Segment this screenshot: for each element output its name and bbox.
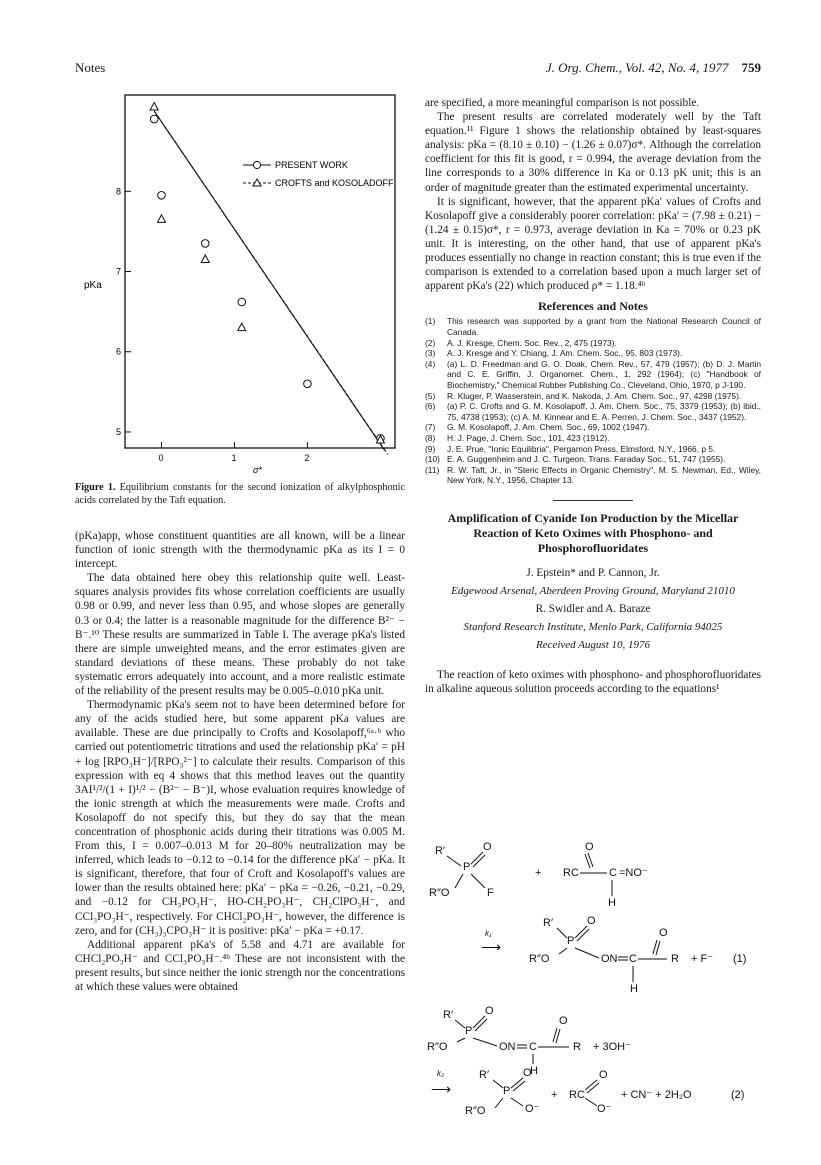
affiliation-2: Stanford Research Institute, Menlo Park, California 94025: [463, 621, 723, 634]
data-point-circle: [158, 191, 166, 199]
authors-line-1: J. Epstein* and P. Cannon, Jr.: [526, 566, 660, 579]
references-list: [425, 316, 761, 486]
eq-oxygen: O: [559, 1015, 568, 1027]
y-tick-label: 7: [116, 266, 122, 277]
eq-rc: RC: [569, 1089, 585, 1101]
reference-item: [425, 433, 761, 444]
figure-1-chart: [75, 93, 405, 478]
reference-number: (10): [425, 454, 440, 465]
eq-oxygen: O: [659, 927, 668, 939]
eq-on: ON: [499, 1041, 516, 1053]
running-head-section: Notes: [75, 60, 106, 75]
eq-plus: +: [551, 1089, 558, 1101]
x-axis-label: σ*: [253, 465, 262, 475]
eq-number-2: (2): [731, 1089, 745, 1101]
eq-o-minus: O⁻: [597, 1103, 612, 1115]
right-column: [425, 96, 761, 697]
affiliation-1: Edgewood Arsenal, Aberdeen Proving Ground, Maryland 21010: [451, 585, 735, 597]
reference-text: H. J. Page, J. Chem. Soc., 101, 423 (1912).: [447, 432, 610, 443]
eq-r-prime: R′: [479, 1069, 490, 1081]
figure-caption-text: Equilibrium constants for the second ionization of alkylphosphonic acids correlated by the Taft equation.: [75, 482, 405, 506]
eq-r-prime: R′: [543, 917, 554, 929]
paragraph: (pKa)app, whose constituent quantities are all known, will be a linear function of ionic strength with the thermodynamic pKa as its I = 0 intercept.: [75, 530, 405, 571]
reference-text: R. Kluger, P. Wasserstein, and K. Nakoda, J. Am. Chem. Soc., 97, 4298 (1975).: [447, 390, 742, 401]
plot-frame: [125, 95, 395, 448]
reference-number: (7): [425, 422, 436, 433]
data-point-circle: [201, 240, 209, 248]
legend-label-present: PRESENT WORK: [275, 160, 348, 170]
data-point-circle: [150, 115, 158, 123]
legend-label-crofts: CROFTS and KOSOLADOFF: [275, 178, 394, 188]
reference-text: E. A. Guggenheim and J. C. Turgeon, Trans. Faraday Soc., 51, 747 (1955).: [447, 454, 726, 465]
eq-carbon: C: [529, 1041, 537, 1053]
eq-nitroso: =NO⁻: [619, 867, 648, 879]
fit-lines-group: [154, 111, 388, 454]
data-point-triangle: [157, 215, 165, 223]
eq-r: R: [573, 1041, 581, 1053]
eq-r-double-prime-o: R″O: [429, 887, 450, 899]
eq-plus-cyanide: + CN⁻ + 2H₂O: [621, 1089, 692, 1101]
data-point-circle: [304, 380, 312, 388]
paragraph: are specified, a more meaningful comparison is not possible.: [425, 97, 700, 109]
eq-phosphorus: P: [465, 1025, 473, 1037]
section-divider: [553, 500, 633, 501]
y-axis-label: pKa: [84, 280, 102, 291]
reference-number: (1): [425, 316, 436, 327]
axes-group: [116, 186, 309, 463]
reference-text: A. J. Kresge and Y. Chiang, J. Am. Chem. Soc., 95, 803 (1973).: [447, 348, 683, 359]
eq-hydrogen: H: [530, 1065, 538, 1077]
reference-number: (3): [425, 348, 436, 359]
x-tick-label: 1: [231, 453, 237, 463]
paragraph: The present results are correlated moderately well by the Taft equation.¹¹ Figure 1 shows the relationship obtained by least-squares analysis: pKa = (8.10 ± 0.10) − (1.26 ± 0.07)σ*. Although the correlation coefficient for this fit is good, r = 0.994, the average deviation from the line corresponds to a 30% difference in Ka or 0.13 pK unit; this is an order of magnitude greater than the estimated experimental uncertainty.: [425, 111, 761, 194]
eq-phosphorus: P: [567, 935, 575, 947]
running-head-journal: [546, 60, 761, 76]
eq-k1: k₁: [485, 929, 492, 938]
y-tick-label: 5: [116, 426, 122, 437]
eq-oxygen: O: [483, 841, 492, 853]
data-point-triangle: [238, 323, 246, 331]
reference-number: (5): [425, 390, 436, 401]
eq-r-double-prime-o: R″O: [465, 1105, 486, 1117]
eq-carbon: C: [609, 867, 617, 879]
paragraph: The reaction of keto oximes with phosphono- and phosphorofluoridates in alkaline aqueous solution proceeds according to the equations¹: [425, 669, 761, 696]
legend: [243, 160, 394, 188]
eq-r-double-prime-o: R″O: [529, 953, 550, 965]
eq-o-minus: O⁻: [525, 1103, 540, 1115]
reference-number: (4): [425, 358, 436, 369]
eq-on: ON: [601, 953, 618, 965]
reference-text: J. E. Prue, "Ionic Equilibria", Pergamon Press, Elmsford, N.Y., 1966, p 5.: [447, 443, 716, 454]
reaction-equation-2-products: [425, 1068, 770, 1138]
eq-hydrogen: H: [608, 897, 616, 909]
reference-item: [425, 465, 761, 486]
eq-oxygen: O: [599, 1069, 608, 1081]
eq-plus: +: [535, 867, 542, 879]
eq-arrow-1: ⟶: [481, 939, 502, 955]
eq-number-1: (1): [733, 953, 747, 965]
eq-r-double-prime-o: R″O: [427, 1041, 448, 1053]
paragraph: Additional apparent pKa's of 5.58 and 4.71 are available for CHCl₂PO₃H⁻ and CCl₃PO₃H⁻.⁴ᵇ These are not inconsistent with the present results, but since neither the ionic strength nor the concentrations at which these values were obtained: [75, 938, 405, 993]
reference-number: (9): [425, 443, 436, 454]
reference-text: (a) P. C. Crofts and G. M. Kosolapoff, J. Am. Chem. Soc., 75, 3379 (1953); (b) ibid., 75, 4738 (1953); (c) A. M. Kinnear and E. A. Perren, J. Chem. Soc., 3437 (1952).: [447, 401, 761, 422]
paragraph: Thermodynamic pKa's seem not to have been determined before for any of the acids studied here, but some apparent pKa values are available. These are due principally to Crofts and Kosolapoff,⁶ᵃ·ᵇ who carried out potentiometric titrations and used the relationship pKa′ = pH + log [RPO₃H⁻]/[RPO₃²⁻] to calculate their results. Comparison of this expression with eq 4 shows that this method leaves out the quantity 3AI¹/²/(1 + I)¹/² − (B²⁻ − B⁻)I, whose evaluation requires knowledge of the ionic strength at which the measurements were made. Crofts and Kosolapoff do not specify this, but they do say that the mean concentration of phosphonic acids during their titrations was 0.005 M. From this, I = 0.007–0.013 M for 20–80% neutralization may be inferred, which leads to −0.12 to −0.14 for the difference pKa′ − pKa. It is significant, therefore, that four of Croft and Kosolapoff's values are lower than the results obtained here: pKa′ − pKa = −0.26, −0.21, −0.29, and −0.12 for CH₃PO₃H⁻, HO-CH₂PO₃H⁻, CH₂ClPO₃H⁻, and CCl₃PO₃H⁻, respectively. For CHCl₂PO₃H⁻, however, the difference is zero, and for (CH₃)₃CPO₃H⁻ it is positive: pKa′ − pKa = +0.17.: [75, 699, 405, 937]
eq-r-prime: R′: [435, 845, 446, 857]
y-tick-label: 6: [116, 346, 122, 357]
references-heading: References and Notes: [538, 299, 648, 314]
eq-r-prime: R′: [443, 1009, 454, 1021]
figure-caption: [75, 481, 405, 507]
page-number: 759: [741, 60, 761, 75]
eq-phosphorus: P: [463, 861, 471, 873]
eq-r: R: [671, 953, 679, 965]
reference-number: (6): [425, 401, 436, 412]
journal-citation: J. Org. Chem., Vol. 42, No. 4, 1977: [545, 60, 729, 75]
reference-item: [425, 454, 761, 465]
eq-rc: RC: [563, 867, 579, 879]
reference-number: (2): [425, 337, 436, 348]
figure-caption-label: Figure 1.: [75, 482, 116, 493]
y-tick-label: 8: [116, 186, 122, 197]
reference-text: R. W. Taft, Jr., in "Steric Effects in Organic Chemistry", M. S. Newman, Ed., Wiley, New York, N.Y., 1956, Chapter 13.: [447, 464, 761, 486]
eq-plus-hydroxide: + 3OH⁻: [593, 1041, 631, 1053]
eq-hydrogen: H: [630, 983, 638, 995]
reference-text: G. M. Kosolapoff, J. Am. Chem. Soc., 69, 1002 (1947).: [447, 422, 650, 433]
x-tick-label: 0: [158, 453, 164, 463]
received-date: Received August 10, 1976: [535, 639, 651, 652]
eq-phosphorus: P: [503, 1085, 511, 1097]
eq-oxygen: O: [523, 1067, 532, 1079]
paragraph: The data obtained here obey this relationship quite well. Least-squares analysis provides fits whose correlation coefficients are usually 0.98 or 0.99, and never less than 0.95, and whose slopes are generally 0.3 or 0.4; the latter is a reasonable magnitude for the difference B²⁻ − B⁻.¹⁰ These results are summarized in Table I. The average pKa's listed there are simple unweighted means, and the error estimates given are standard deviations of these means. These probably do not take systematic errors adequately into account, and a more realistic estimate of the reliability of the present results may be 0.005–0.010 pKa unit.: [75, 572, 405, 698]
authors-line-2: R. Swidler and A. Baraze: [535, 603, 651, 616]
legend-circle-marker: [253, 161, 260, 168]
eq-carbon: C: [629, 953, 637, 965]
reference-item: [425, 348, 761, 359]
points-group: [150, 103, 384, 443]
reference-text: This research was supported by a grant from the National Research Council of Canada.: [447, 316, 761, 337]
reference-text: A. J. Kresge, Chem. Soc. Rev., 2, 475 (1973).: [447, 337, 617, 348]
data-point-triangle: [201, 255, 209, 263]
eq-arrow-2: ⟶: [431, 1081, 452, 1097]
reference-item: [425, 391, 761, 402]
eq-oxygen: O: [485, 1005, 494, 1017]
reference-number: (8): [425, 432, 436, 443]
reference-item: [425, 338, 761, 349]
reference-item: [425, 422, 761, 433]
data-point-triangle: [150, 103, 158, 111]
article-title: Amplification of Cyanide Ion Production by the Micellar Reaction of Keto Oximes with Phosphono- and Phosphorofluoridates: [447, 510, 739, 555]
eq-fluorine: F: [487, 887, 494, 899]
paragraph: It is significant, however, that the apparent pKa′ values of Crofts and Kosolapoff give a considerably poorer correlation: pKa′ = (7.98 ± 0.21) − (1.24 ± 0.15)σ*, r = 0.973, average deviation in Ka = 70% or 0.23 pK unit. It is interesting, on the other hand, that use of apparent pKa's produces essentially no change in reaction constant; this is true even if the comparison is extended to a correlation based upon a much larger set of apparent pKa's (22) which produced ρ* = 1.18.⁴ᵇ: [425, 195, 761, 293]
reference-text: (a) L. D. Freedman and G. O. Doak, Chem. Rev., 57, 479 (1957); (b) D. J. Martin and C. E. Griffin, J. Organomet. Chem., 1, 292 (1964); (c) "Handbook of Biochemistry," Chemical Rubber Publishing Co., Cleveland, Ohio, 1970, p J-190.: [447, 358, 761, 390]
eq-oxygen: O: [585, 841, 594, 853]
eq-oxygen: O: [587, 915, 596, 927]
eq-k2: k₂: [437, 1069, 445, 1078]
reference-item: [425, 401, 761, 422]
reference-item: [425, 359, 761, 391]
left-column: [75, 529, 405, 994]
eq-plus-fluoride: + F⁻: [691, 953, 714, 965]
reference-item: [425, 444, 761, 455]
data-point-circle: [238, 298, 246, 306]
reference-number: (11): [425, 464, 440, 475]
reference-item: [425, 316, 761, 337]
x-tick-label: 2: [304, 453, 310, 463]
